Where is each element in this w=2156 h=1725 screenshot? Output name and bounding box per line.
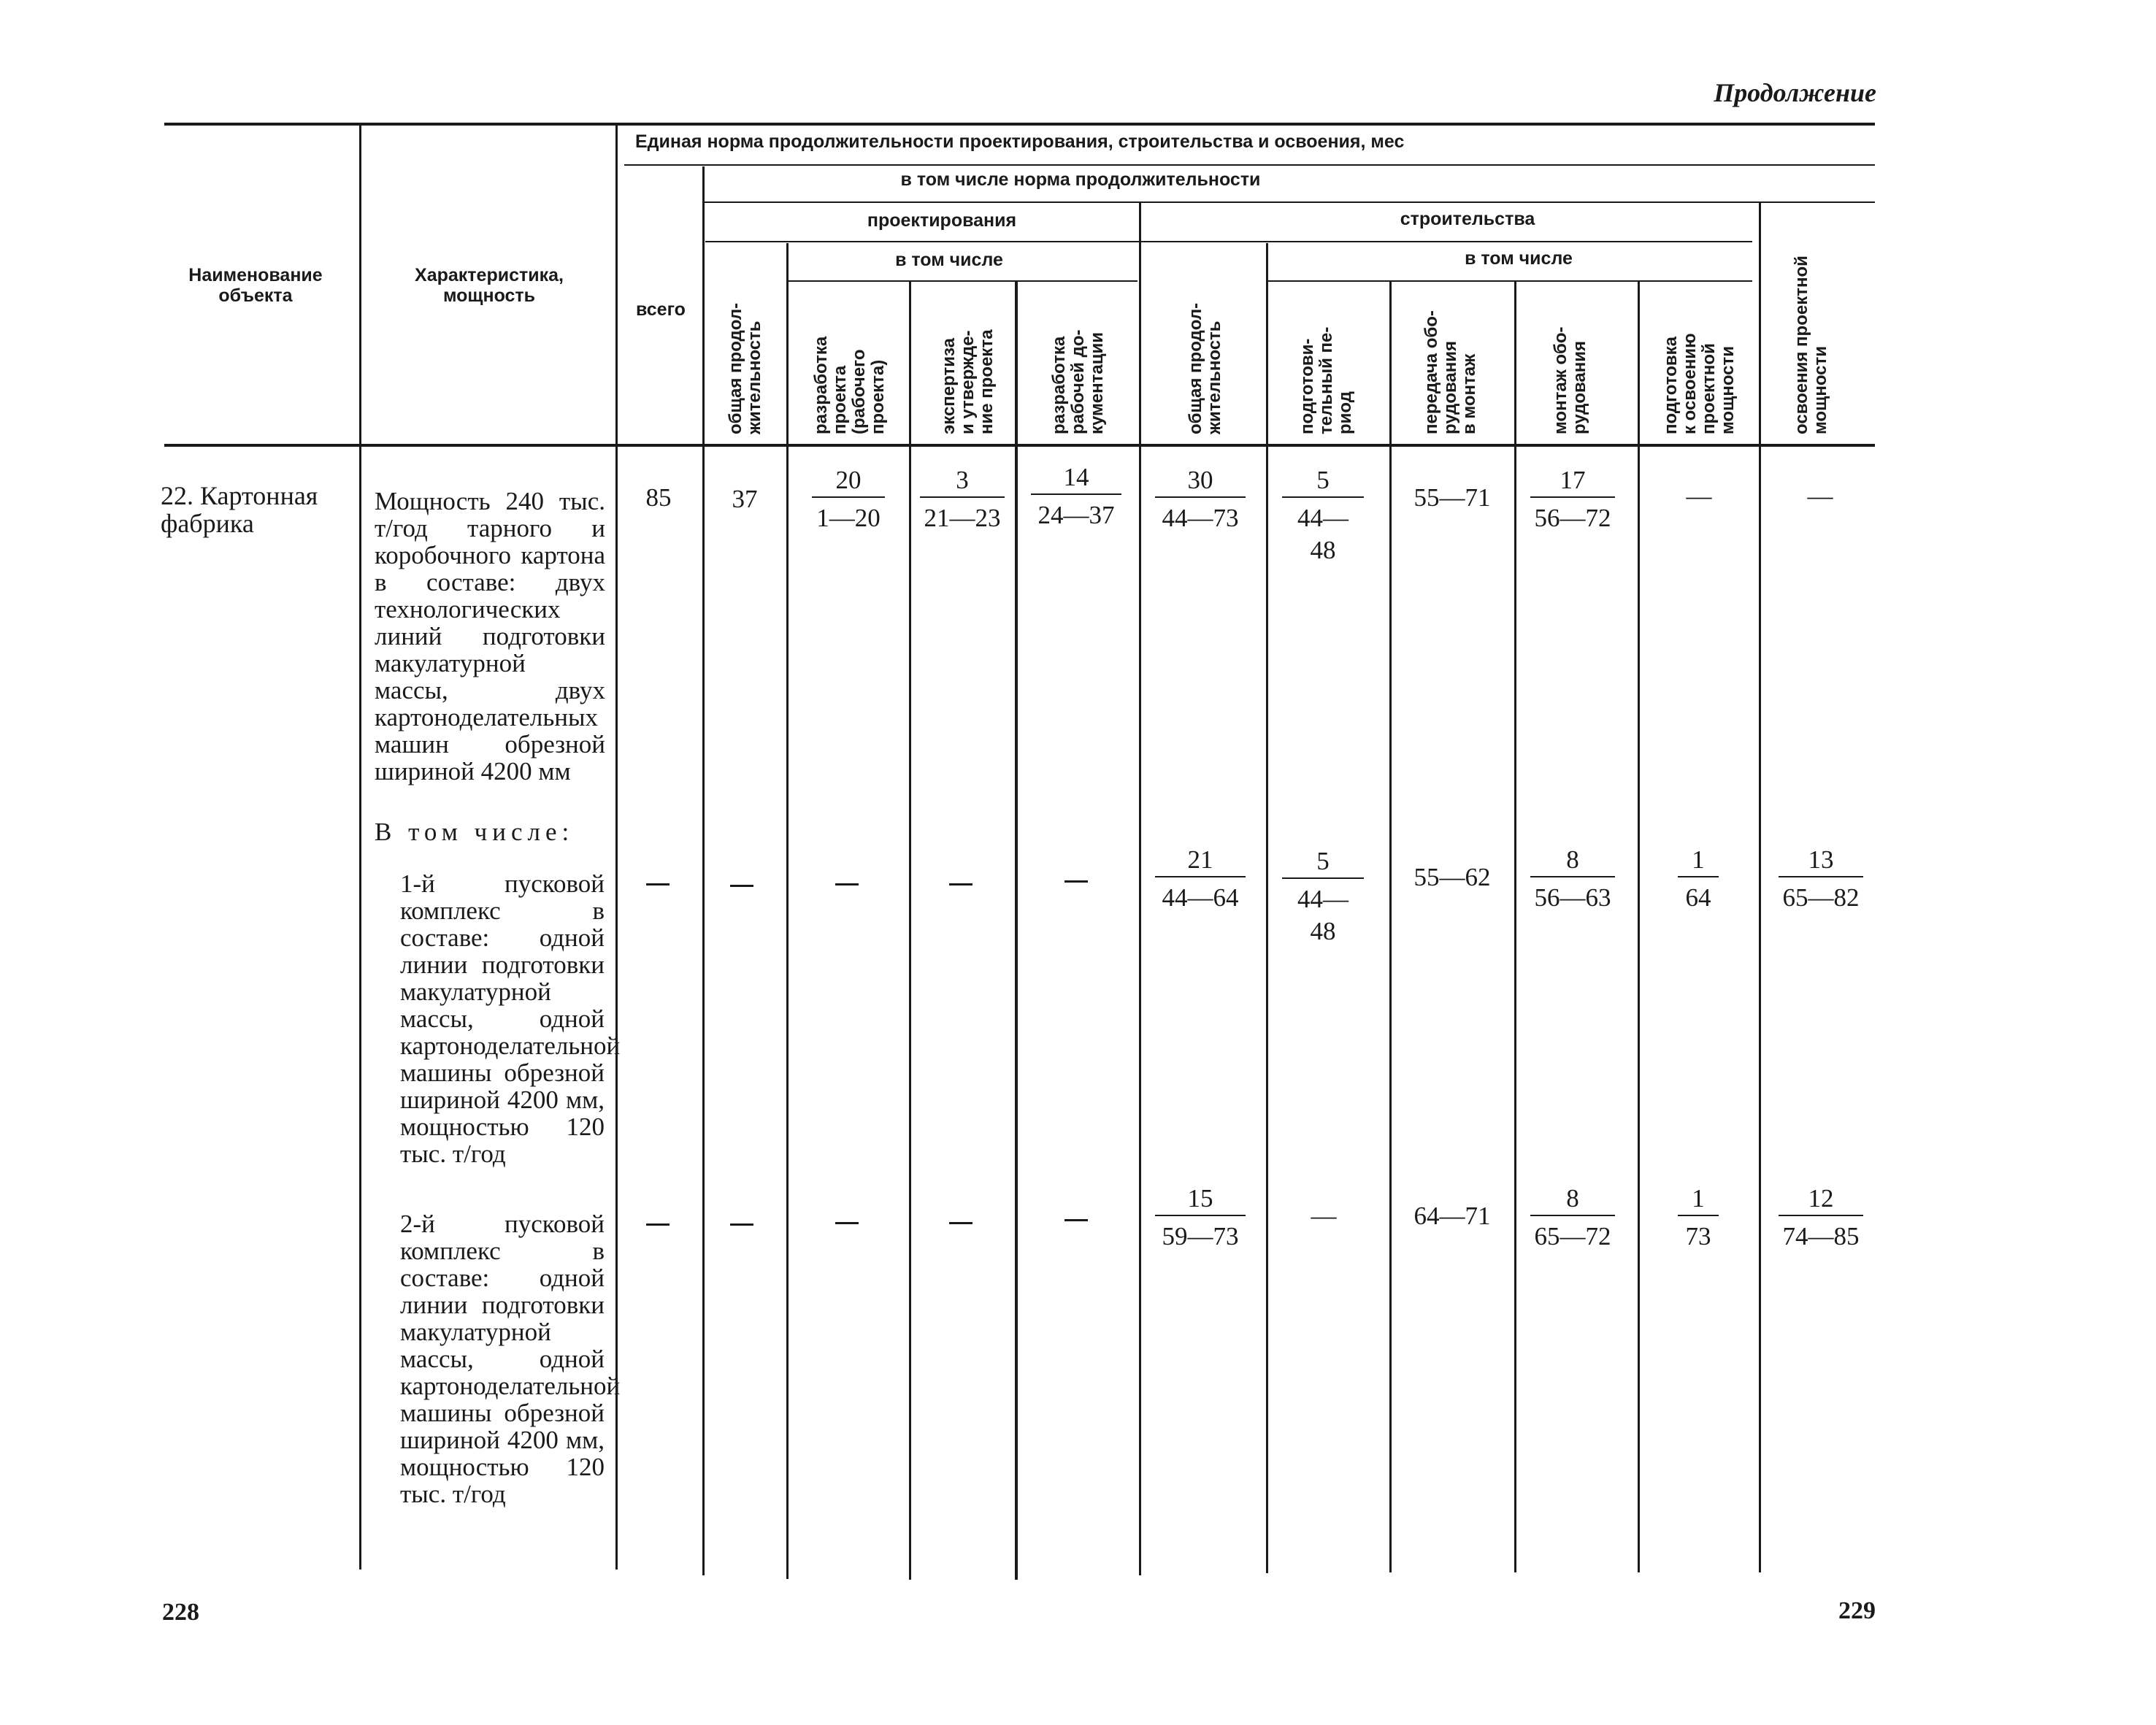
main-design-work-den: 24—37 [1031, 493, 1121, 531]
main-design-exam-den: 21—23 [920, 496, 1005, 534]
vline-8 [1266, 243, 1268, 1573]
complex2-constr-ready [1678, 1183, 1719, 1253]
complex1-constr-total-num: 21 [1187, 845, 1213, 874]
header-constr-transfer: передача обо- рудования в монтаж [1422, 310, 1479, 434]
main-design-dev-den: 1—20 [812, 496, 885, 534]
complex1-mastering [1779, 844, 1863, 914]
main-mastering: — [1807, 482, 1833, 510]
complex2-mastering-num: 12 [1808, 1184, 1834, 1213]
complex1-mastering-den: 65—82 [1779, 876, 1863, 914]
complex1-constr-prep-num: 5 [1316, 847, 1330, 875]
complex2-constr-transfer: 64—71 [1413, 1202, 1491, 1230]
rule-under-construction-including [1267, 280, 1752, 282]
complex1-description: 1-й пусковой комплекс в составе: одной линии подготовки макулатурной массы, одной картоноделательной машины обрезной шириной 4200 мм, мощностью 120 тыс. т/год [400, 869, 621, 1168]
complex2-design-dev-dash [835, 1222, 859, 1224]
header-constr-prep: подготови- тельный пе- риод [1297, 326, 1355, 434]
main-design-dev-num: 20 [835, 466, 862, 494]
complex1-constr-total [1155, 844, 1246, 914]
complex1-total-dash [646, 883, 670, 885]
header-design-exam: экспертиза и утвержде- ние проекта [939, 329, 997, 434]
vline-6 [1015, 282, 1018, 1580]
main-constr-install [1530, 464, 1615, 534]
main-design-work-num: 14 [1063, 463, 1089, 491]
complex1-constr-install-num: 8 [1566, 845, 1579, 874]
main-constr-total-den: 44—73 [1155, 496, 1246, 534]
header-design: проектирования [867, 210, 1017, 231]
complex1-mastering-num: 13 [1808, 845, 1834, 874]
main-design-total: 37 [732, 485, 758, 513]
vline-7 [1139, 203, 1141, 1575]
complex1-constr-prep-den: 44—48 [1282, 877, 1364, 948]
main-constr-prep [1282, 464, 1364, 566]
complex2-mastering [1779, 1183, 1863, 1253]
vline-1 [359, 124, 361, 1570]
complex1-constr-install [1530, 844, 1615, 914]
main-constr-ready: — [1686, 482, 1712, 510]
complex1-design-dev-dash [835, 883, 859, 885]
complex2-constr-total [1155, 1183, 1246, 1253]
complex1-constr-ready [1678, 844, 1719, 914]
complex2-constr-install-num: 8 [1566, 1184, 1579, 1213]
complex1-design-exam-dash [949, 883, 972, 885]
header-unified-norm: Единая норма продолжительности проектирования, строительства и освоения, мес [635, 131, 1405, 152]
header-construction-including: в том числе [1465, 248, 1573, 269]
complex1-constr-total-den: 44—64 [1155, 876, 1246, 914]
complex2-description: 2-й пусковой комплекс в составе: одной линии подготовки макулатурной массы, одной картоноделательной машины обрезной шириной 4200 мм, мощностью 120 тыс. т/год [400, 1210, 621, 1508]
complex2-constr-ready-num: 1 [1692, 1184, 1705, 1213]
vline-9 [1389, 282, 1392, 1572]
complex1-constr-transfer: 55—62 [1413, 863, 1491, 891]
header-bottom-rule [164, 444, 1875, 447]
main-design-dev [812, 464, 885, 534]
vline-3 [702, 166, 705, 1575]
rule-under-design [705, 241, 1139, 242]
complex1-constr-ready-num: 1 [1692, 845, 1705, 874]
header-constr-ready: подготовка к освоению проектной мощности [1661, 333, 1738, 434]
complex2-constr-total-den: 59—73 [1155, 1215, 1246, 1253]
complex2-constr-install [1530, 1183, 1615, 1253]
complex2-constr-ready-den: 73 [1678, 1215, 1719, 1253]
main-constr-prep-num: 5 [1316, 466, 1330, 494]
header-total: всего [636, 299, 686, 320]
header-construction: строительства [1400, 209, 1535, 229]
complex2-design-exam-dash [949, 1222, 972, 1224]
complex1-design-total-dash [730, 885, 753, 887]
rule-under-construction [1139, 241, 1752, 242]
complex2-constr-install-den: 65—72 [1530, 1215, 1615, 1253]
main-design-exam-num: 3 [956, 466, 969, 494]
complex1-constr-ready-den: 64 [1678, 876, 1719, 914]
main-constr-install-den: 56—72 [1530, 496, 1615, 534]
complex2-design-work-dash [1064, 1219, 1088, 1221]
main-constr-transfer: 55—71 [1413, 483, 1491, 512]
rule-under-design-including [787, 280, 1138, 282]
complex2-design-total-dash [730, 1223, 753, 1226]
page-number-right: 229 [1838, 1597, 1876, 1624]
main-constr-prep-den: 44—48 [1282, 496, 1364, 566]
complex1-constr-prep [1282, 845, 1364, 948]
main-design-exam [920, 464, 1005, 534]
header-design-work: разработка рабочей до- кументации [1049, 329, 1107, 434]
main-total: 85 [645, 483, 672, 512]
complex1-design-work-dash [1064, 880, 1088, 883]
vline-2 [615, 124, 618, 1570]
main-constr-install-num: 17 [1560, 466, 1586, 494]
vline-4 [786, 243, 789, 1579]
continuation-label: Продолжение [1714, 78, 1876, 107]
vline-11 [1638, 282, 1640, 1572]
header-constr-total: общая продол- жительность [1186, 302, 1224, 434]
rule-under-unified [624, 164, 1875, 166]
main-description: Мощность 240 тыс. т/год тарного и коробочного картона в составе: двух технологических линий подготовки макулатурной массы, двух картоноделательных машин обрезной шириной 4200 мм [375, 487, 605, 785]
complex2-constr-total-num: 15 [1187, 1184, 1213, 1213]
main-constr-total [1155, 464, 1246, 534]
header-design-total: общая продол- жительность [726, 302, 764, 434]
complex2-total-dash [646, 1223, 670, 1226]
complex2-constr-prep: — [1311, 1202, 1337, 1230]
table-top-rule [164, 123, 1875, 126]
header-characteristic: Характеристика, мощность [415, 265, 564, 306]
including-label: В том числе: [375, 818, 575, 846]
vline-10 [1514, 282, 1516, 1572]
vline-5 [909, 282, 911, 1580]
main-design-work [1031, 461, 1121, 531]
header-design-including: в том числе [895, 250, 1003, 270]
header-design-dev: разработка проекта (рабочего проекта) [811, 336, 888, 434]
header-name: Наименование объекта [188, 265, 323, 306]
vline-12 [1759, 203, 1761, 1572]
complex1-constr-install-den: 56—63 [1530, 876, 1615, 914]
page-number-left: 228 [162, 1599, 199, 1626]
main-constr-total-num: 30 [1187, 466, 1213, 494]
header-mastering: освоения проектной мощности [1792, 256, 1830, 434]
rule-under-including-norm [703, 201, 1875, 203]
header-including-norm: в том числе норма продолжительности [900, 169, 1261, 190]
object-name: 22. Картонная фабрика [161, 481, 318, 538]
complex2-mastering-den: 74—85 [1779, 1215, 1863, 1253]
header-constr-install: монтаж обо- рудования [1551, 326, 1589, 434]
